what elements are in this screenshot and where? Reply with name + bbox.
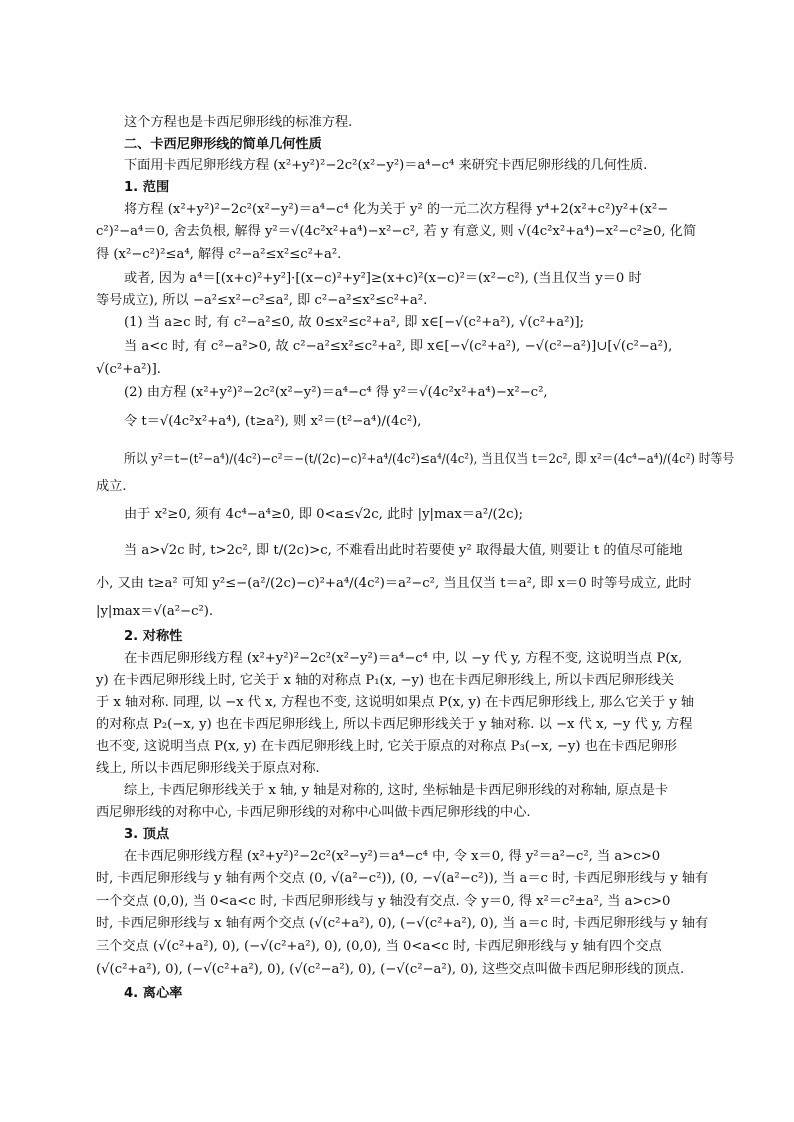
section-heading: 二、卡西尼卵形线的简单几何性质	[124, 137, 322, 152]
paragraph-line: 小, 又由 t≥a² 可知 y²≤−(a²/(2c)−c)²+a⁴/(4c²)＝a²−c², 当且仅当 t＝a², 即 x＝0 时等号成立, 此时	[96, 576, 692, 591]
paragraph-line: 当 a>√2c 时, t>2c², 即 t/(2c)>c, 不难看出此时若要使 y² 取得最大值, 则要让 t 的值尽可能地	[124, 543, 683, 558]
paragraph-line: 的对称点 P₂(−x, y) 也在卡西尼卵形线上, 所以卡西尼卵形线关于 y 轴对称. 以 −x 代 x, −y 代 y, 方程	[96, 717, 693, 732]
paragraph-line: 得 (x²−c²)²≤a⁴, 解得 c²−a²≤x²≤c²+a².	[96, 247, 342, 262]
paragraph-line: 由于 x²≥0, 须有 4c⁴−a⁴≥0, 即 0<a≤√2c, 此时 |y|max＝a²/(2c);	[124, 507, 524, 522]
paragraph-line: 在卡西尼卵形线方程 (x²+y²)²−2c²(x²−y²)＝a⁴−c⁴ 中, 以 −y 代 y, 方程不变, 这说明当点 P(x,	[124, 651, 683, 666]
subsection-heading: 2. 对称性	[124, 629, 183, 644]
subsection-heading: 4. 离心率	[124, 986, 183, 1001]
paragraph-line: √(c²+a²)].	[96, 362, 161, 377]
paragraph-line: y) 在卡西尼卵形线上时, 它关于 x 轴的对称点 P₁(x, −y) 也在卡西尼卵形线上, 所以卡西尼卵形线关	[96, 673, 675, 688]
paragraph-line: 西尼卵形线的对称中心, 卡西尼卵形线的对称中心叫做卡西尼卵形线的中心.	[96, 805, 531, 820]
paragraph-line: 当 a<c 时, 有 c²−a²>0, 故 c²−a²≤x²≤c²+a², 即 x∈[−√(c²+a²), −√(c²−a²)]∪[√(c²−a²),	[124, 339, 673, 354]
paragraph-line: (2) 由方程 (x²+y²)²−2c²(x²−y²)＝a⁴−c⁴ 得 y²＝√(4c²x²+a⁴)−x²−c²,	[124, 385, 548, 400]
paragraph-line: 这个方程也是卡西尼卵形线的标准方程.	[124, 115, 353, 130]
paragraph-line: 三个交点 (√(c²+a²), 0), (−√(c²+a²), 0), (0,0), 当 0<a<c 时, 卡西尼卵形线与 y 轴有四个交点	[96, 939, 662, 954]
paragraph-line: 线上, 所以卡西尼卵形线关于原点对称.	[96, 761, 320, 776]
paragraph-line: 一个交点 (0,0), 当 0<a<c 时, 卡西尼卵形线与 y 轴没有交点. 令 y＝0, 得 x²＝c²±a², 当 a>c>0	[96, 894, 671, 909]
subsection-heading: 1. 范围	[124, 180, 170, 195]
paragraph-line: 将方程 (x²+y²)²−2c²(x²−y²)＝a⁴−c⁴ 化为关于 y² 的一元二次方程得 y⁴+2(x²+c²)y²+(x²−	[124, 202, 669, 217]
paragraph-line: |y|max＝√(a²−c²).	[96, 604, 214, 619]
subsection-heading: 3. 顶点	[124, 827, 170, 842]
paragraph-line: 综上, 卡西尼卵形线关于 x 轴, y 轴是对称的, 这时, 坐标轴是卡西尼卵形线的对称轴, 原点是卡	[124, 783, 669, 798]
paragraph-line: (1) 当 a≥c 时, 有 c²−a²≤0, 故 0≤x²≤c²+a², 即 x∈[−√(c²+a²), √(c²+a²)];	[124, 315, 585, 330]
paragraph-line: 或者, 因为 a⁴＝[(x+c)²+y²]·[(x−c)²+y²]≥(x+c)²(x−c)²＝(x²−c²), (当且仅当 y＝0 时	[124, 271, 642, 286]
paragraph-line: 令 t＝√(4c²x²+a⁴), (t≥a²), 则 x²＝(t²−a⁴)/(4c²),	[124, 414, 422, 429]
paragraph-line: 时, 卡西尼卵形线与 x 轴有两个交点 (√(c²+a²), 0), (−√(c²+a²), 0), 当 a＝c 时, 卡西尼卵形线与 y 轴有	[96, 916, 709, 931]
paragraph-line: 时, 卡西尼卵形线与 y 轴有两个交点 (0, √(a²−c²)), (0, −√(a²−c²)), 当 a＝c 时, 卡西尼卵形线与 y 轴有	[96, 871, 709, 886]
paragraph-line: 也不变, 这说明当点 P(x, y) 在卡西尼卵形线上时, 它关于原点的对称点 P₃(−x, −y) 也在卡西尼卵形	[96, 739, 677, 754]
paragraph-line: 在卡西尼卵形线方程 (x²+y²)²−2c²(x²−y²)＝a⁴−c⁴ 中, 令 x＝0, 得 y²＝a²−c², 当 a>c>0	[124, 849, 661, 864]
paragraph-line: c²)²−a⁴＝0, 舍去负根, 解得 y²＝√(4c²x²+a⁴)−x²−c², 若 y 有意义, 则 √(4c²x²+a⁴)−x²−c²≥0, 化简	[96, 224, 697, 239]
paragraph-line: (√(c²+a²), 0), (−√(c²+a²), 0), (√(c²−a²), 0), (−√(c²−a²), 0), 这些交点叫做卡西尼卵形线的顶点.	[96, 962, 685, 977]
paragraph-line: 下面用卡西尼卵形线方程 (x²+y²)²−2c²(x²−y²)＝a⁴−c⁴ 来研究卡西尼卵形线的几何性质.	[124, 158, 648, 173]
paragraph-line: 等号成立), 所以 −a²≤x²−c²≤a², 即 c²−a²≤x²≤c²+a².	[96, 293, 428, 308]
paragraph-line: 成立.	[96, 479, 127, 494]
paragraph-line: 于 x 轴对称. 同理, 以 −x 代 x, 方程也不变, 这说明如果点 P(x, y) 在卡西尼卵形线上, 那么它关于 y 轴	[96, 695, 695, 710]
paragraph-line: 所以 y²＝t−(t²−a⁴)/(4c²)−c²＝−(t/(2c)−c)²+a⁴/(4c²)≤a⁴/(4c²), 当且仅当 t＝2c², 即 x²＝(4c⁴−a⁴)/(4c²) 时等号	[124, 452, 735, 467]
